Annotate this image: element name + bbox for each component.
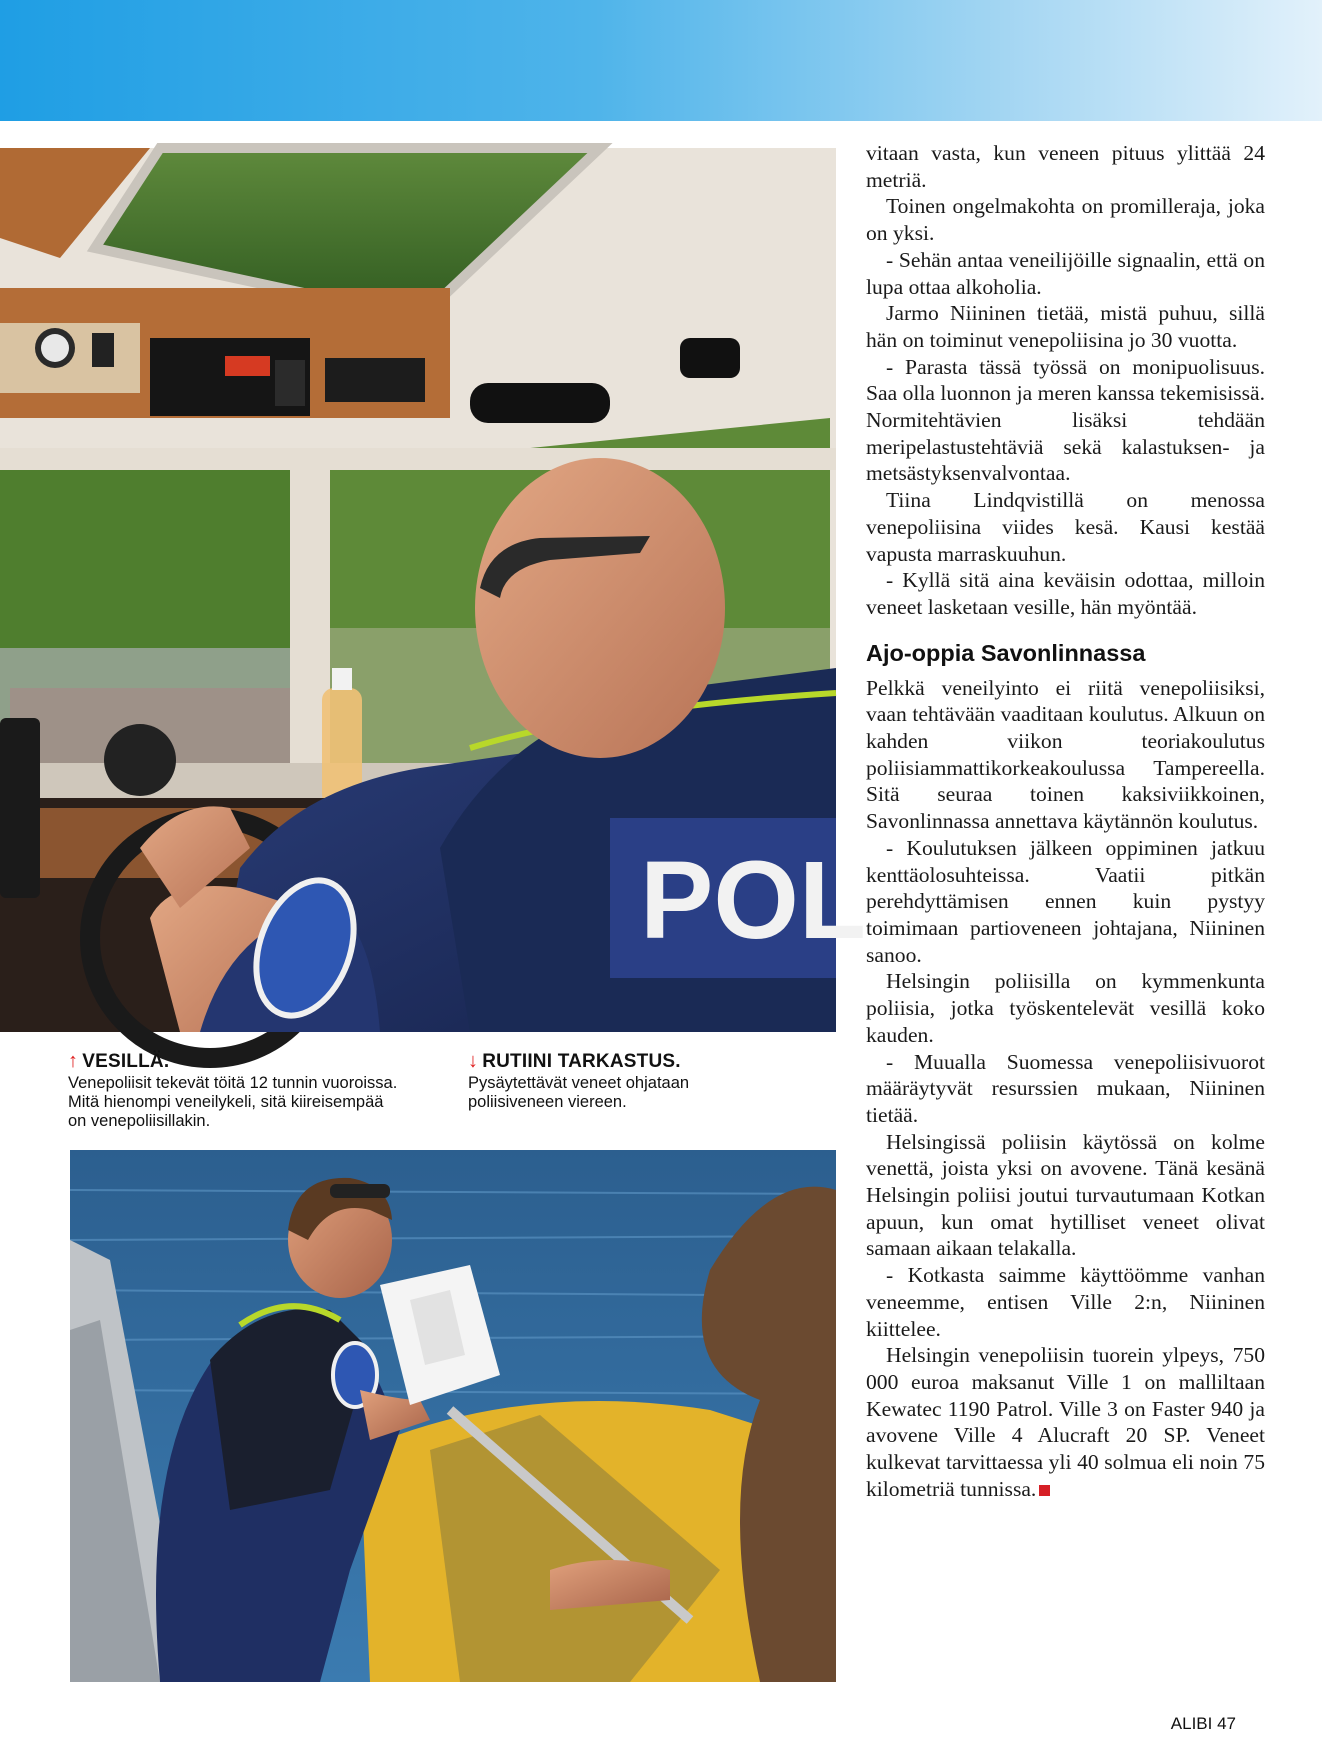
article-paragraph: Jarmo Niininen tietää, mistä puhuu, sillä hän on toiminut venepoliisina jo 30 vuotta. [866,301,1265,352]
caption-heading [68,1050,398,1073]
caption-heading [468,1050,718,1073]
article-subheading: Ajo-oppia Savonlinnassa [866,639,1146,666]
article-paragraph: Helsingin poliisilla on kymmenkunta poliisia, jotka työskentelevät vesillä koko kauden. [866,969,1265,1047]
photo-officer-steering-boat [0,148,867,1032]
photo-caption-bottom [468,1050,718,1112]
article-column [866,140,1265,1502]
caption-body: Venepoliisit tekevät töitä 12 tunnin vuoroissa. Mitä hienompi veneilykeli, sitä kiireisempää on venepoliisillakin. [68,1074,398,1130]
article-paragraph: - Sehän antaa veneilijöille signaalin, että on lupa ottaa alkoholia. [866,247,1265,299]
article-paragraph: Toinen ongelmakohta on promilleraja, joka on yksi. [866,194,1265,246]
end-mark-icon [1039,1485,1050,1496]
article-paragraph: Helsingissä poliisin käytössä on kolme venettä, joista yksi on avovene. Tänä kesänä Helsingin poliisi joutui turvautumaan Kotkan apuun, kun omat hytilliset veneet olivat samaan aikaan telakalla. [866,1129,1265,1261]
article-paragraph: - Parasta tässä työssä on monipuolisuus. Saa olla luonnon ja meren kanssa tekemisissä. Normitehtävien lisäksi tehdään meripelastustehtäviä sekä kalastuksen- ja metsästyksenvalvontaa. [866,354,1265,486]
article-paragraph: Pelkkä veneilyinto ei riitä venepoliisiksi, vaan tehtävään vaaditaan koulutus. Alkuun on kahden viikon teoriakoulutus poliisiammattikorkeakoulussa Tampereella. Sitä seuraa toinen kaksiviikkoinen, Savonlinnassa annettava käytännön koulutus. [866,675,1265,834]
arrow-down-icon: ↓ [468,1050,479,1072]
article-paragraph: Tiina Lindqvistillä on menossa venepoliisina viides kesä. Kausi kestää vapusta marraskuuhun. [866,488,1265,566]
article-paragraph-text: Helsingin venepoliisin tuorein ylpeys, 750 000 euroa maksanut Ville 1 on malliltaan Kewatec 1190 Patrol. Ville 3 on Faster 940 ja avovene Ville 4 Alucraft 20 SP. Veneet kulkevat tarvittaessa yli 40 solmua eli noin 75 kilometriä tunnissa. [866,1343,1265,1501]
top-color-bar [0,0,1322,121]
vest-police-text: POL [640,839,867,962]
article-paragraph: - Kyllä sitä aina keväisin odottaa, milloin veneet lasketaan vesille, hän myöntää. [866,568,1265,619]
article-paragraph: vitaan vasta, kun veneen pituus ylittää 24 metriä. [866,141,1265,192]
arrow-up-icon: ↑ [68,1050,79,1072]
photo-caption-top [68,1050,398,1131]
article-paragraph: - Koulutuksen jälkeen oppiminen jatkuu kenttäolosuhteissa. Vaatii pitkän perehdyttämisen ennen kuin pystyy toimimaan partioveneen johtajana, Niininen sanoo. [866,835,1265,967]
caption-title: RUTIINI TARKASTUS. [482,1050,681,1072]
article-paragraph: - Muualla Suomessa venepoliisivuorot määräytyvät resurssien mukaan, Niininen tietää. [866,1049,1265,1127]
page-folio: ALIBI 47 [1170,1714,1236,1733]
photo-officer-inspecting-boat [70,1150,836,1682]
article-paragraph-last [866,1342,1265,1502]
caption-title: VESILLÄ. [82,1050,170,1072]
caption-body: Pysäytettävät veneet ohjataan poliisiveneen viereen. [468,1074,690,1111]
article-paragraph: - Kotkasta saimme käyttöömme vanhan veneemme, entisen Ville 2:n, Niininen kiittelee. [866,1263,1265,1341]
